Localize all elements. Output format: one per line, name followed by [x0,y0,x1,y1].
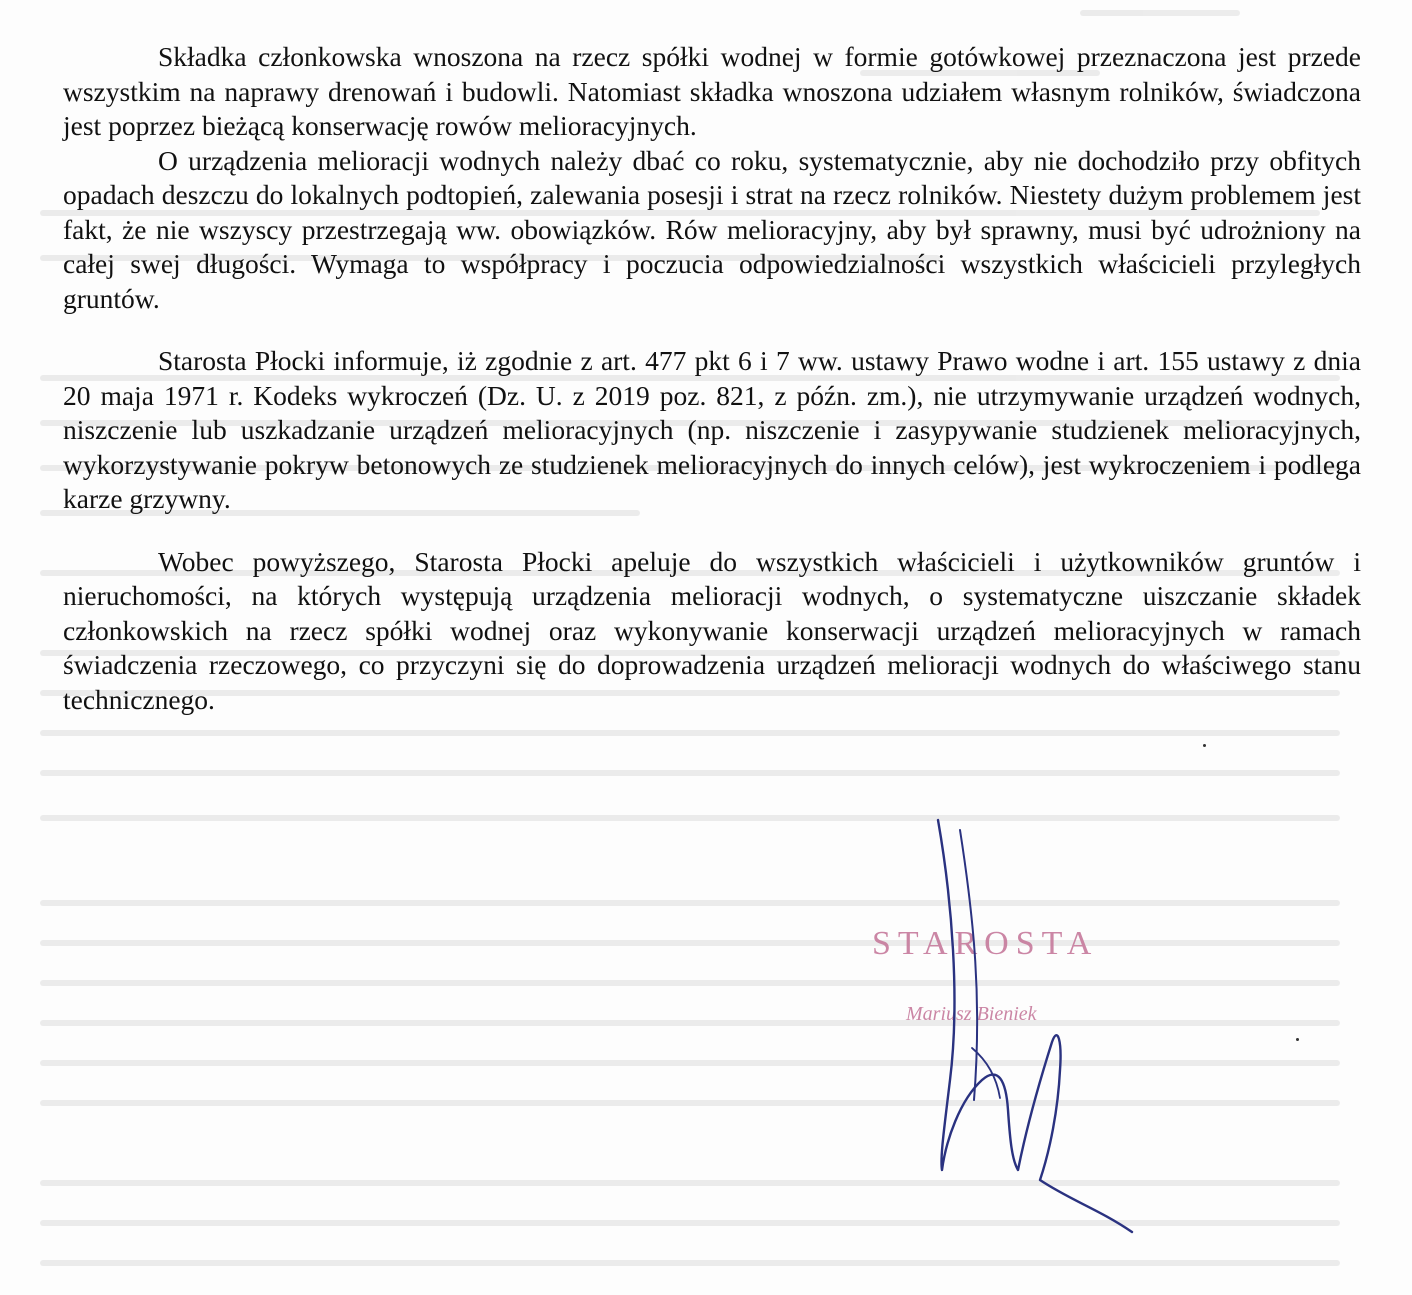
ink-speck [1203,744,1206,747]
paragraph-appeal: Wobec powyższego, Starosta Płocki apeluje do wszystkich właścicieli i użytkowników gruntów i nieruchomości, na których występują urządzenia melioracji wodnych, o systematyczne uiszczanie składek członkowskich na rzecz spółki wodnej oraz wykonywanie konserwacji urządzeń melioracyjnych w ramach świadczenia rzeczowego, co przyczyni się do doprowadzenia urządzeń melioracji wodnych do właściwego stanu technicznego. [63,545,1361,715]
letter-body [63,40,1361,717]
paragraph-membership-fee: Składka członkowska wnoszona na rzecz spółki wodnej w formie gotówkowej przeznaczona jest przede wszystkim na naprawy drenowań i budowli. Natomiast składka wnoszona udziałem własnym rolników, świadczona jest poprzez bieżącą konserwację rowów melioracyjnych. [63,41,1361,141]
paragraph-legal-notice: Starosta Płocki informuje, iż zgodnie z art. 477 pkt 6 i 7 ww. ustawy Prawo wodne i art. 155 ustawy z dnia 20 maja 1971 r. Kodeks wykroczeń (Dz. U. z 2019 poz. 821, z późn. zm.), nie utrzymywanie urządzeń wodnych, niszczenie lub uszkadzanie urządzeń melioracyjnych (np. niszczenie i zasypywanie studzienek melioracyjnych, wykorzystywanie pokryw betonowych ze studzienek melioracyjnych do innych celów), jest wykroczeniem i podlega karze grzywny. [63,345,1361,514]
handwritten-signature [900,780,1160,1240]
ink-speck [1296,1038,1299,1041]
official-stamp-name: Mariusz Bieniek [906,1003,1037,1025]
official-stamp-title: STAROSTA [872,925,1099,962]
paragraph-maintenance-duty: O urządzenia melioracji wodnych należy dbać co roku, systematycznie, aby nie dochodziło przy obfitych opadach deszczu do lokalnych podtopień, zalewania posesji i strat na rzecz rolników. Niestety dużym problemem jest fakt, że nie wszyscy przestrzegają ww. obowiązków. Rów melioracyjny, aby był sprawny, musi być udrożniony na całej swej długości. Wymaga to współpracy i poczucia odpowiedzialności wszystkich właścicieli przyległych gruntów. [63,144,1361,314]
